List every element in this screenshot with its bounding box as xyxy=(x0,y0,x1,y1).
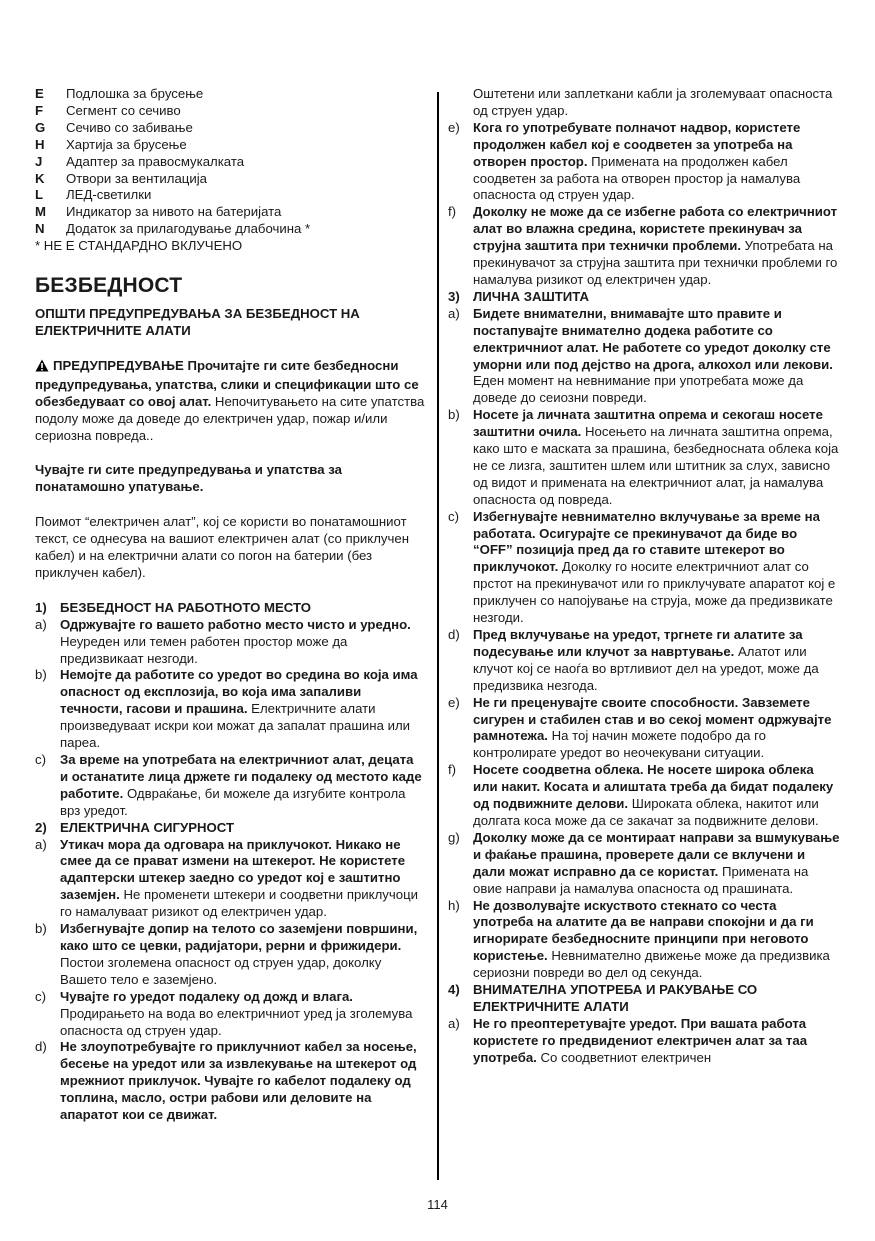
legend-item xyxy=(35,204,425,221)
item-label: d) xyxy=(448,627,460,642)
legend-key: M xyxy=(35,204,46,220)
right-column xyxy=(448,86,840,1067)
item-body xyxy=(473,762,840,830)
item-body xyxy=(473,1016,840,1067)
legend-item xyxy=(35,154,425,171)
item-bold-text: Не го преоптеретувајте уредот. При вашата работа користете го предвидениот електричен алат за таа употреба. xyxy=(473,1015,808,1065)
item-bold-text: Избегнувајте допир на телото со заземјени површини, како што се цевки, радијатори, рерни и фрижидери. xyxy=(60,921,418,953)
legend-key: H xyxy=(35,136,45,152)
item-bold-text: Бидете внимателни, внимавајте што правите и постапувајте внимателно додека работите со електричниот алат. Не работете со уредот доколку сте уморни или под дејство на дрога, алкохол или лекови. xyxy=(473,305,833,372)
item-text: Не променети штекери и соодветни приклучоци го намалуваат ризикот од електричен удар. xyxy=(60,887,419,920)
list-item xyxy=(448,407,840,508)
item-bold-text: Пред вклучување на уредот, тргнете ги алатите за подесување или клучот за навртување. xyxy=(473,627,803,659)
continuation-text: Оштетени или заплеткани кабли ја зголемуваат опасноста од струен удар. xyxy=(473,86,833,118)
section-heading xyxy=(35,820,425,837)
item-bold-text: За време на употребата на електричниот алат, децата и останатите лица држете ги подалеку од местото каде работите. xyxy=(60,752,422,801)
item-bold-text: Доколку може да се монтираат направи за вшмукување и фаќање прашина, проверете дали се вклучени и дали можат исправно да се користат. xyxy=(473,829,840,879)
item-text: Електричните алати произведуваат искри кои можат да запалат прашина или пареа. xyxy=(60,701,411,751)
legend-item xyxy=(35,221,425,238)
item-body xyxy=(60,1039,425,1124)
left-sections xyxy=(35,600,425,1124)
section-title: ЕЛЕКТРИЧНА СИГУРНОСТ xyxy=(60,819,235,835)
list-item xyxy=(35,667,425,752)
item-text: Со соодветниот електричен xyxy=(536,1049,712,1065)
item-body xyxy=(473,120,840,205)
item-bold-text: Не ги преценувајте своите способности. Завземете сигурен и стабилен став и во секој момент одржувајте рамнотежа. xyxy=(473,694,832,744)
item-label: c) xyxy=(35,988,46,1004)
section-heading xyxy=(35,600,425,617)
legend-item xyxy=(35,103,425,120)
item-body xyxy=(473,306,840,407)
item-body xyxy=(473,898,840,983)
continuation-item xyxy=(448,86,840,120)
legend-item xyxy=(35,187,425,204)
item-label: f) xyxy=(448,762,457,778)
legend-text: Отвори за вентилација xyxy=(66,170,207,186)
legend-key: G xyxy=(35,119,46,135)
item-bold-text: Доколку не може да се избегне работа со електричниот алат во влажна средина, користете прекинувач за струјна заштита при технички проблеми. xyxy=(473,204,838,254)
item-label: b) xyxy=(35,667,47,683)
list-item xyxy=(35,1039,425,1124)
list-item xyxy=(448,830,840,898)
item-text: Невнимателно движење може да предизвика сериозни повреди во дел од секунда. xyxy=(473,948,830,981)
item-bold-text: Не дозволувајте искуството стекнато со честа употреба на алатите да ве направи спокојни и да ги игнорирате безбедносните принципи при неговото користење. xyxy=(473,897,814,964)
section-3-heading: 3) ЛИЧНА ЗАШТИТА xyxy=(448,288,590,304)
term-definition: Поимот “електричен алат”, кој се користи во понатамошниот текст, се однесува на вашиот електричен алат (со приклучен кабел) и на електрични алати со погон на батерии (без приклучен кабел). xyxy=(35,514,409,580)
personal-safety-items xyxy=(448,306,840,982)
section-number: 2) xyxy=(35,819,47,835)
item-body xyxy=(473,830,840,898)
item-body xyxy=(60,752,425,820)
list-item xyxy=(35,837,425,922)
item-label: f) xyxy=(448,204,457,220)
legend-key: E xyxy=(35,86,44,101)
section-4-heading: 4) ВНИМАТЕЛНА УПОТРЕБА И РАКУВАЊЕ СО ЕЛЕКТРИЧНИТЕ АЛАТИ xyxy=(448,982,758,1014)
item-text: Употребата на прекинувачот за струјна заштита при технички проблеми го намалува ризикот од електричен удар. xyxy=(473,238,838,287)
item-text: Еден момент на невнимание при употребата може да доведе до сеиозни повреди. xyxy=(473,373,804,406)
legend-item xyxy=(35,120,425,137)
item-text: Широката облека, накитот или долгата коса може да се закачат за подвижните делови. xyxy=(473,796,819,828)
item-label: a) xyxy=(35,836,47,852)
item-label: a) xyxy=(35,616,47,632)
item-bold-text: Кога го употребувате полначот надвор, користете продолжен кабел кој е соодветен за употреба на отворен простор. xyxy=(473,119,801,169)
item-text: Доколку го носите електричниот алат со прстот на прекинувачот или го приклучувате апаратот кој е приклучен со напојување на струја, може да предизвикате незгоди. xyxy=(473,559,836,626)
item-label: b) xyxy=(448,407,460,423)
warning-bold: ПРЕДУПРЕДУВАЊЕ Прочитајте ги сите безбедносни предупредувања, упатства, слики и спецификации што се обезбедуваат со овој алат. xyxy=(35,357,419,409)
legend-item xyxy=(35,137,425,154)
item-body xyxy=(473,695,840,763)
item-text: Носењето на личната заштитна опрема, како што е маската за прашина, безбедносната облека која не се лизга, заштитен шлем или штитник за слух, зависно од видот и примената на електричниот алат, ја намалува опасноста од повреда. xyxy=(473,424,839,507)
tool-use-items xyxy=(448,1016,840,1067)
legend-text: Хартија за брусење xyxy=(66,136,187,152)
legend-text: Сечиво со забивање xyxy=(66,119,193,135)
left-column xyxy=(35,86,425,1124)
item-body xyxy=(473,204,840,289)
legend-item xyxy=(35,86,425,103)
legend-text: ЛЕД-светилки xyxy=(66,187,152,203)
save-instructions: Чувајте ги сите предупредувања и упатства за понатамошно упатување. xyxy=(35,462,342,495)
item-label: c) xyxy=(448,508,459,524)
item-text: Примената на продолжен кабел соодветен за работа на отворен простор ја намалува опасноста од струен удар. xyxy=(473,153,801,203)
list-item xyxy=(448,627,840,695)
item-label: a) xyxy=(448,305,460,321)
legend-key: L xyxy=(35,187,44,203)
item-label: d) xyxy=(35,1039,47,1055)
item-text: Неуреден или темен работен простор може да предизвикаат незгоди. xyxy=(60,633,348,666)
list-item xyxy=(35,921,425,989)
item-bold-text: Чувајте го уредот подалеку од дожд и влага. xyxy=(60,988,353,1004)
item-text: Одвраќање, би можеле да изгубите контрола врз уредот. xyxy=(60,785,406,818)
item-body xyxy=(473,509,840,627)
item-bold-text: Не злоупотребувајте го приклучниот кабел за носење, бесење на уредот или за извлекување на штекерот од мрежниот приклучок. Чувајте го кабелот подалеку од топлина, масло, остри рабови или деловите на апаратот кои се движат. xyxy=(60,1039,417,1123)
list-item xyxy=(448,204,840,289)
item-bold-text: Немојте да работите со уредот во средина во која има опасност од експлозија, во која има запаливи течности, гасови и прашина. xyxy=(60,667,418,717)
section-title: БЕЗБЕДНОСТ НА РАБОТНОТО МЕСТО xyxy=(60,599,311,615)
electrical-items-continued xyxy=(448,120,840,289)
item-text: Постои зголемена опасност од струен удар, доколку Вашето тело е заземјено. xyxy=(60,954,382,987)
list-item xyxy=(35,752,425,820)
column-divider xyxy=(437,92,439,1180)
item-bold-text: Избегнувајте невнимателно вклучување за време на работата. Осигурајте се прекинувачот да биде во “OFF” позиција пред да го ставите штекерот во приклучокот. xyxy=(473,508,820,575)
list-item xyxy=(448,120,840,205)
item-label: g) xyxy=(448,829,460,845)
item-label: a) xyxy=(448,1015,460,1031)
item-text: На тој начин можете подобро да го контролирате уредот во неочекувани ситуации. xyxy=(473,728,766,761)
item-body xyxy=(60,989,425,1040)
item-bold-text: Утикач мора да одговара на приклучокот. Никако не смее да се прават измени на штекерот. Не користете адаптерски штекер заедно со уредот кој е заштитно заземјен. xyxy=(60,836,406,903)
item-text: Примената на овие направи ја намалува опасноста од прашината. xyxy=(473,863,809,896)
page-number: 114 xyxy=(427,1197,448,1212)
list-item xyxy=(448,898,840,983)
item-label: h) xyxy=(448,897,460,913)
item-text: Алатот или клучот кој се наоѓа во вртливиот дел на уредот, може да предизвика незгода. xyxy=(473,643,819,693)
item-bold-text: Одржувајте го вашето работно место чисто и уредно. xyxy=(60,616,411,632)
legend-text: Адаптер за правосмукалката xyxy=(66,153,245,169)
item-label: c) xyxy=(35,752,46,767)
safety-heading: БЕЗБЕДНОСТ xyxy=(35,274,183,298)
general-warnings-heading: ОПШТИ ПРЕДУПРЕДУВАЊА ЗА БЕЗБЕДНОСТ НА ЕЛЕКТРИЧНИТЕ АЛАТИ xyxy=(35,306,360,338)
section-number: 1) xyxy=(35,599,47,615)
legend-key: F xyxy=(35,102,44,118)
item-label: e) xyxy=(448,694,460,710)
item-bold-text: Носете ја личната заштитна опрема и секогаш носете заштитни очила. xyxy=(473,407,823,440)
item-label: e) xyxy=(448,119,460,135)
legend-item xyxy=(35,171,425,188)
legend-key: K xyxy=(35,170,45,186)
legend-text: Сегмент со сечиво xyxy=(66,102,181,118)
list-item xyxy=(448,306,840,407)
item-body xyxy=(60,617,425,668)
warning-triangle-icon xyxy=(35,359,49,377)
item-body xyxy=(473,407,840,508)
warning-paragraph xyxy=(35,358,425,445)
list-item xyxy=(35,617,425,668)
item-body xyxy=(60,837,425,922)
component-legend xyxy=(35,86,425,238)
list-item xyxy=(448,762,840,830)
item-text: Продирањето на вода во електричниот уред ја зголемува опасноста од струен удар. xyxy=(60,1005,413,1038)
legend-key: J xyxy=(35,153,43,169)
item-body xyxy=(60,667,425,752)
legend-text: Подлошка за брусење xyxy=(66,86,204,101)
item-bold-text: Носете соодветна облека. Не носете широка облека или накит. Косата и алиштата треба да бидат подалеку од подвижните делови. xyxy=(473,762,834,812)
list-item xyxy=(448,509,840,627)
list-item xyxy=(448,1016,840,1067)
legend-key: N xyxy=(35,221,45,237)
list-item xyxy=(448,695,840,763)
legend-text: Додаток за прилагодување длабочина * xyxy=(66,221,311,237)
warning-text: Непочитувањето на сите упатства подолу може да доведе до електричен удар, пожар и/или сериозна повреда.. xyxy=(35,393,425,443)
not-included-note: * НЕ Е СТАНДАРДНО ВКЛУЧЕНО xyxy=(35,238,243,254)
legend-text: Индикатор за нивото на батеријата xyxy=(66,204,282,220)
item-body xyxy=(473,627,840,695)
item-label: b) xyxy=(35,921,47,937)
list-item xyxy=(35,989,425,1040)
item-body xyxy=(60,921,425,989)
